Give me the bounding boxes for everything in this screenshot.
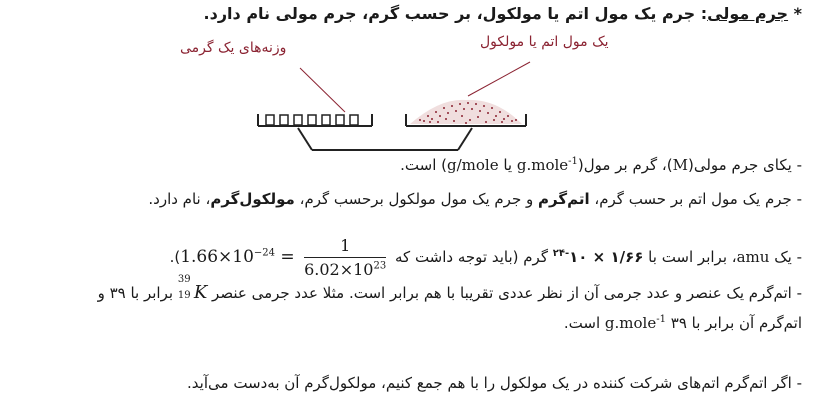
l4-text-a: - اتم‌گرم یک عنصر و عدد جرمی آن از نظر عددی تقریبا با هم برابر است. مثلا عدد جرمی عنصر [207, 284, 802, 302]
star-bullet: * [788, 4, 802, 23]
fraction-denominator [304, 258, 386, 279]
l1-symbol-M: M [672, 156, 688, 174]
nuclide-symbol: K [193, 282, 208, 303]
gram-molecule-sum-line: - اگر اتم‌گرم اتم‌های شرکت کننده در یک مولکول را با هم جمع کنیم، مولکول‌گرم آن به‌دست می‌آید. [187, 374, 802, 392]
l1-unit-exponent: -1 [568, 156, 578, 167]
l2-text-a: - جرم یک مول اتم بر حسب گرم، [589, 190, 802, 208]
l3-text-d: ). [169, 248, 181, 266]
l3-value: ۱/۶۶ × ۱۰ [569, 248, 644, 266]
l3-text-b: ، برابر است با [643, 248, 737, 266]
l2-term-gram-molecule: مولکول‌گرم [210, 190, 295, 208]
molar-mass-unit-line [14, 156, 802, 174]
l1-unit-gmole: g.mole [516, 156, 569, 174]
title-definition: : جرم یک مول اتم یا مولکول، بر حسب گرم، جرم مولی نام دارد. [203, 4, 708, 23]
nuclide-mass-number: 39 [177, 274, 191, 285]
gram-atom-definition-line [14, 190, 802, 208]
gram-atom-value-line [14, 314, 802, 332]
title-heading: جرم مولی [707, 4, 789, 23]
one-gram-weights [266, 115, 358, 125]
l1-unit-gslashmole: g/mole [446, 156, 499, 174]
l3-text-c: گرم (باید توجه داشت که [390, 248, 553, 266]
l4-text-b: برابر با ۳۹ و [97, 284, 178, 302]
l5-unit-gmole: g.mole [604, 314, 657, 332]
l5-text-a: اتم‌گرم آن برابر با ۳۹ [665, 314, 802, 332]
l3-eq-left-exponent: −24 [253, 247, 276, 259]
l1-text-a: - یکای جرم مولی( [687, 156, 802, 174]
amu-definition-line [14, 236, 802, 279]
l3-text-a: - یک [769, 248, 802, 266]
mass-number-example-line [14, 274, 802, 303]
potassium-nuclide [177, 274, 208, 303]
l5-unit-exponent: -1 [656, 314, 666, 325]
l3-eq-left: 1.66×10 [180, 247, 254, 267]
weights-pointer-line [300, 68, 345, 112]
l3-eq-sign: = [275, 247, 301, 267]
l2-text-b: و جرم یک مول مولکول برحسب گرم، [294, 190, 539, 208]
balance-diagram [0, 0, 816, 160]
l5-text-b: است. [563, 314, 605, 332]
l1-text-d: ) است. [400, 156, 447, 174]
l3-amu: amu [736, 248, 770, 266]
left-pan [258, 114, 372, 126]
weights-label: وزنه‌های یک گرمی [180, 40, 287, 56]
avogadro-fraction [304, 236, 386, 279]
l2-text-c: ، نام دارد. [148, 190, 211, 208]
mole-label: یک مول اتم یا مولکول [480, 34, 609, 50]
mole-particles-pile [410, 100, 522, 124]
mole-pointer-line [468, 62, 530, 96]
l3-value-exponent: -۲۴ [552, 248, 570, 259]
l3-den-base: 6.02×10 [304, 260, 374, 279]
fraction-numerator: 1 [304, 236, 386, 258]
l2-term-gram-atom: اتم‌گرم [538, 190, 590, 208]
nuclide-atomic-number: 19 [177, 290, 191, 301]
l3-den-exponent: 23 [373, 260, 387, 272]
l1-text-b: )، گرم بر مول( [577, 156, 673, 174]
l1-text-c: یا [498, 156, 517, 174]
balance-beam [298, 128, 472, 150]
